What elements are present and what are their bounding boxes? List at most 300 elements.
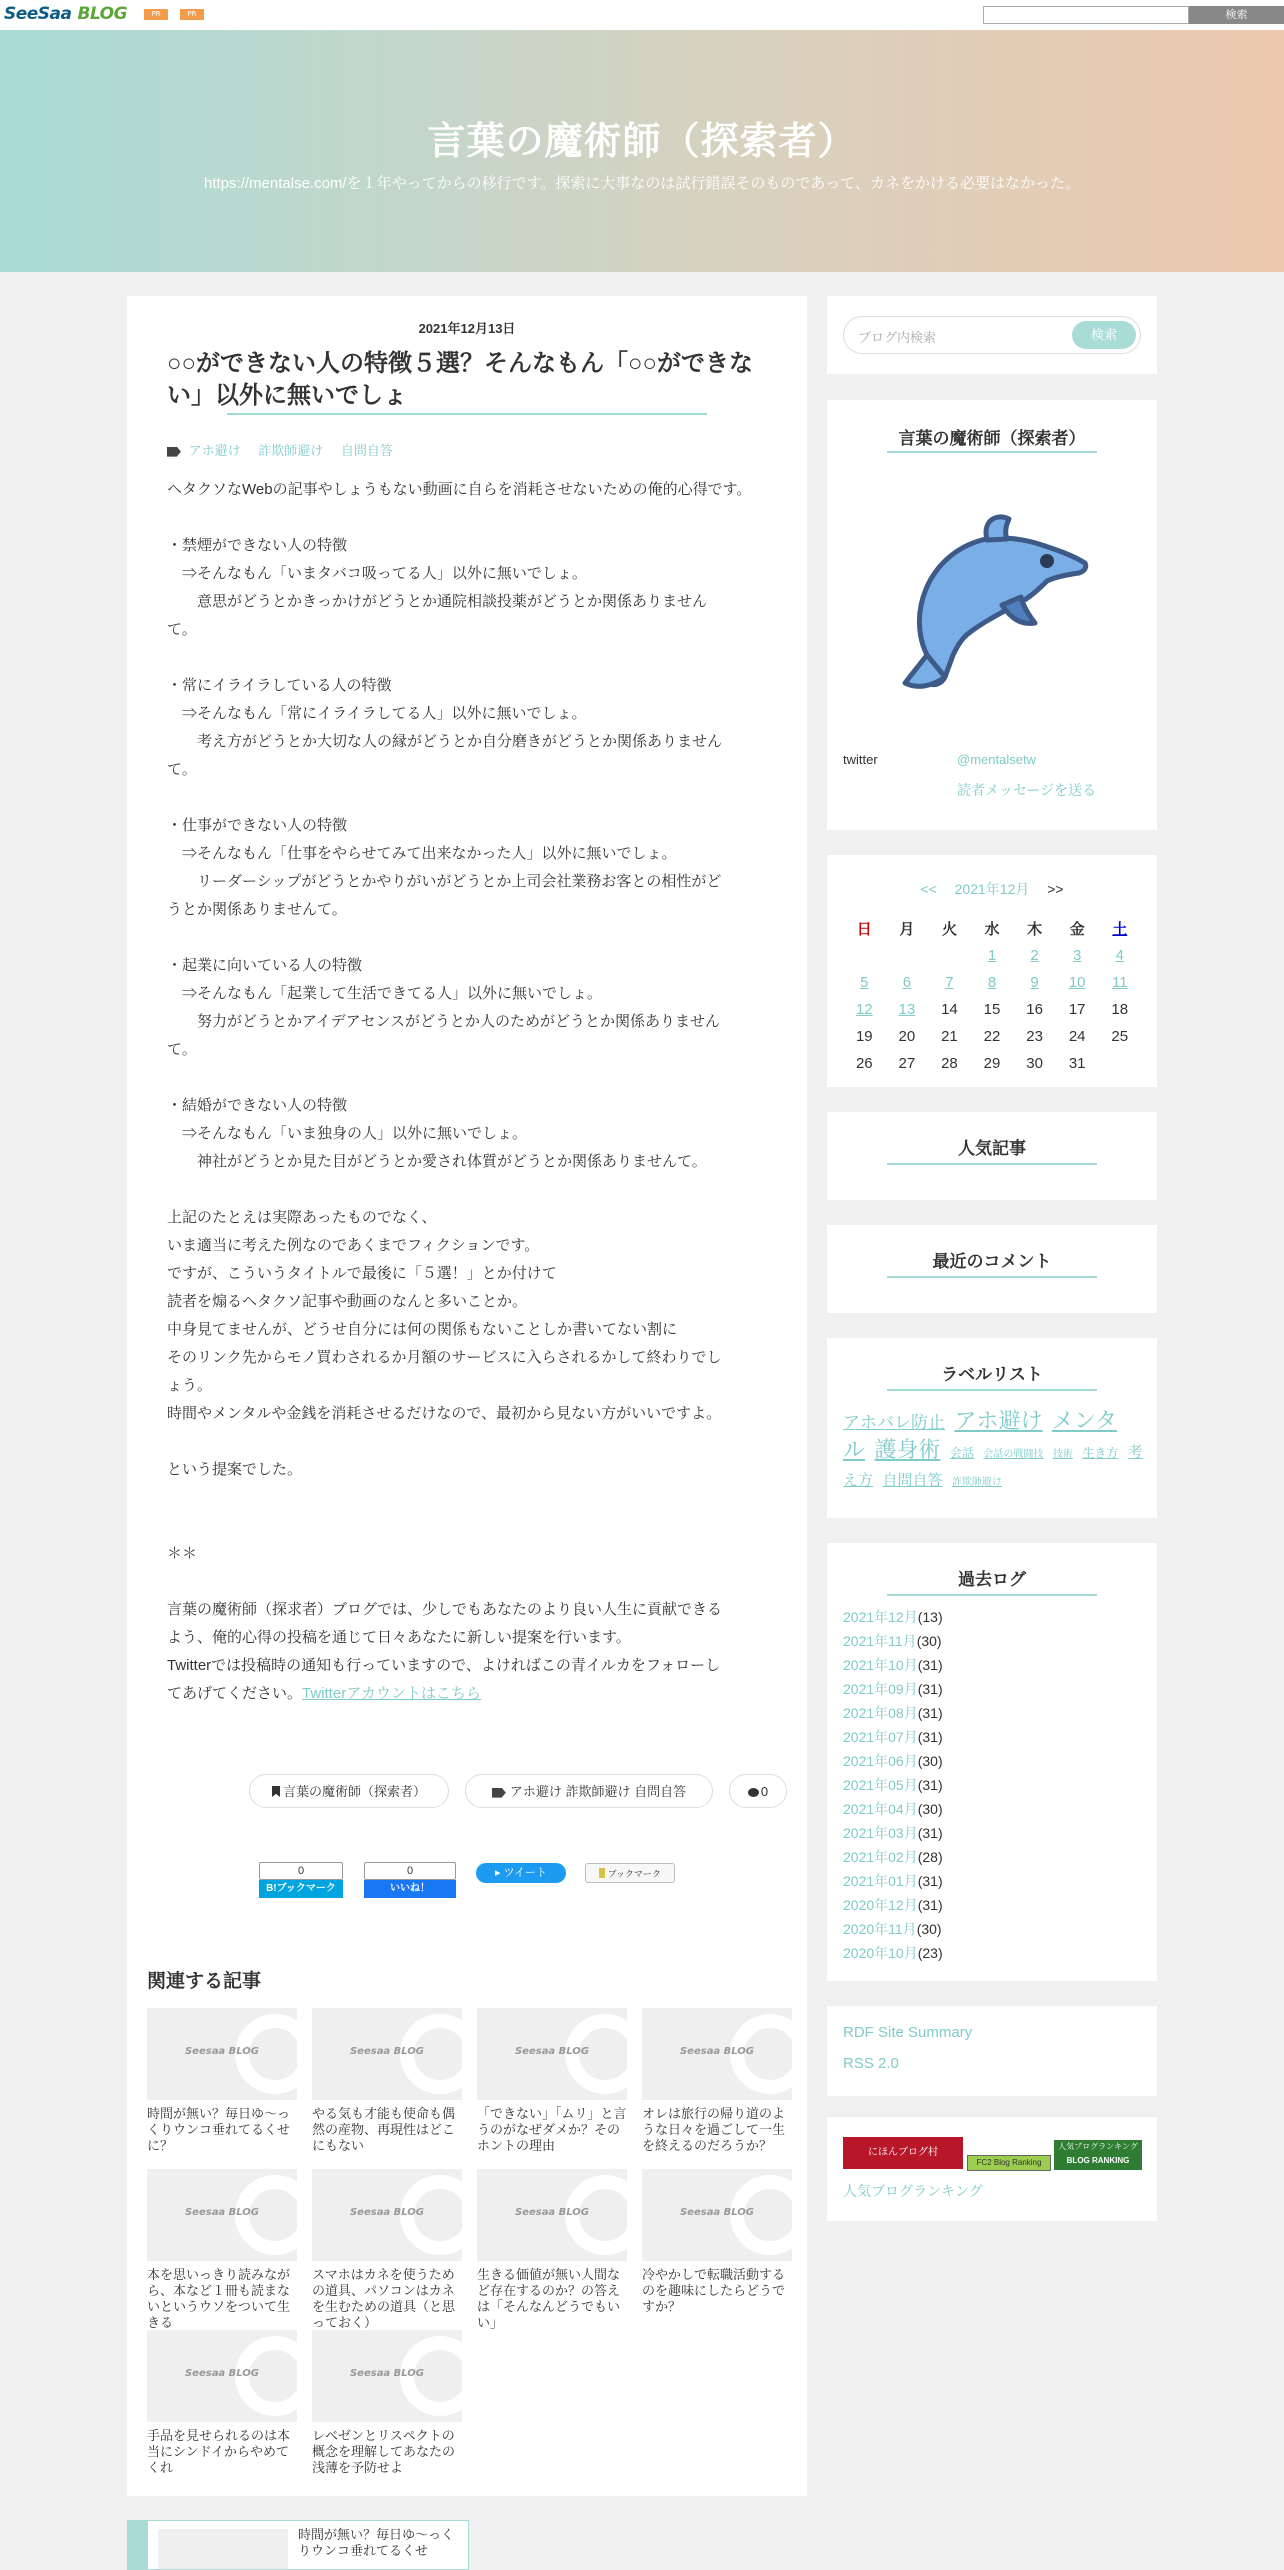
comment-icon — [748, 1788, 759, 1797]
logo-blog-text: BLOG — [77, 4, 128, 24]
calendar-prev-link[interactable]: << — [920, 881, 937, 897]
weekday-label: 水 — [984, 921, 1000, 938]
calendar-cell — [928, 1001, 971, 1018]
body-line: そのリンク先からモノ買わされるか月額のサービスに入らされるかして終わりでし — [167, 1349, 722, 1366]
body-line: て。 — [167, 621, 197, 638]
comment-count-pill[interactable] — [729, 1774, 787, 1808]
post-body — [167, 476, 767, 1708]
bookmark-icon — [272, 1786, 280, 1797]
calendar-day: 16 — [1026, 1001, 1043, 1018]
related-thumbnail — [642, 2169, 792, 2261]
body-line: ⇒そんなもん「起業して生活できてる人」以外に無いでしょ。 — [167, 985, 603, 1002]
archive-item — [843, 1677, 943, 1701]
fc2-ranking-banner[interactable]: FC2 Blog Ranking — [967, 2155, 1051, 2171]
label-link[interactable]: 会話 — [949, 1446, 974, 1460]
body-line — [167, 1484, 767, 1512]
title-divider — [227, 413, 707, 415]
blog-search-button[interactable]: 検索 — [1072, 321, 1136, 349]
related-thumbnail — [312, 2008, 462, 2100]
body-line: ・起業に向いている人の特徴 — [167, 957, 363, 974]
body-line-text: てあげてください。 — [167, 1685, 303, 1702]
calendar-day: 19 — [855, 1028, 873, 1045]
labels-heading: ラベルリスト — [941, 1365, 1043, 1384]
archive-item — [843, 1917, 943, 1941]
calendar-day: 15 — [983, 1001, 1001, 1018]
body-line: 中身見てませんが、どうせ自分には何の関係もないことしか書いてない割に — [167, 1321, 678, 1338]
calendar-cell — [971, 947, 1014, 964]
related-thumbnail — [312, 2330, 462, 2422]
archive-count: (31) — [917, 1825, 943, 1841]
weekday-label: 金 — [1069, 921, 1085, 938]
label-cloud — [843, 1408, 1143, 1496]
main-article — [127, 296, 807, 2496]
tag-icon — [167, 447, 181, 457]
related-item[interactable] — [312, 2008, 462, 2154]
twitter-label: twitter — [843, 752, 878, 767]
archive-count: (13) — [917, 1609, 943, 1625]
calendar-grid — [843, 915, 1141, 1077]
calendar-cell — [971, 974, 1014, 991]
weekday-label: 日 — [856, 921, 872, 938]
related-item[interactable] — [642, 2169, 792, 2315]
comment-count: 0 — [760, 1784, 769, 1799]
banner-line-2: BLOG RANKING — [1066, 2156, 1130, 2165]
tag-icon — [492, 1788, 506, 1798]
tag-link[interactable]: 自問自答 — [340, 443, 393, 458]
archive-month-link[interactable]: 2021年12月 — [843, 1609, 918, 1625]
archive-count: (31) — [917, 1657, 943, 1673]
calendar-cell — [1013, 974, 1056, 991]
calendar-cell — [1098, 1028, 1141, 1045]
calendar-day: 28 — [941, 1055, 958, 1072]
tag-link[interactable]: 詐欺師避け — [258, 443, 324, 458]
weekday-label: 土 — [1112, 921, 1128, 938]
archive-month-link[interactable]: 2021年03月 — [843, 1825, 918, 1841]
body-line: リーダーシップがどうとかやりがいがどうとか上司会社業務お客との相性がど — [167, 873, 722, 890]
archive-count: (30) — [916, 1921, 942, 1937]
related-item[interactable] — [147, 2330, 297, 2476]
ranking-link[interactable]: 人気ブログランキング — [843, 2183, 983, 2199]
body-line: 言葉の魔術師（探求者）ブログでは、少しでもあなたのより良い人生に貢献できる — [167, 1601, 723, 1618]
thumb-logo: Seesaa BLOG — [679, 2046, 755, 2057]
body-line: 意思がどうとかきっかけがどうとか通院相談投薬がどうとか関係ありません — [167, 593, 708, 610]
related-item[interactable] — [312, 2169, 462, 2331]
thumb-logo: Seesaa BLOG — [349, 2368, 425, 2379]
calendar-cell — [928, 1028, 971, 1045]
nihon-blog-mura-banner[interactable]: にほんブログ村 — [843, 2137, 963, 2169]
body-line — [167, 1064, 767, 1092]
thumb-logo: Seesaa BLOG — [184, 2368, 260, 2379]
body-line: ⇒そんなもん「常にイライラしてる人」以外に無いでしょ。 — [167, 705, 587, 722]
body-line: よう、俺的心得の投稿を通じて日々あなたに新しい提案を行います。 — [167, 1629, 631, 1646]
related-title: 手品を見せられるのは本当にシンドイからやめてくれ — [147, 2428, 291, 2475]
calendar-day[interactable]: 13 — [898, 1001, 916, 1018]
related-thumbnail — [477, 2008, 627, 2100]
archive-count: (30) — [916, 1633, 942, 1649]
seesaa-blog-logo[interactable] — [4, 4, 127, 24]
blog-search-box[interactable] — [843, 316, 1141, 354]
calendar-cell — [886, 1028, 929, 1045]
twitter-handle-link[interactable]: @mentalsetw — [957, 752, 1036, 767]
calendar-week-row — [843, 1023, 1141, 1050]
related-title: 本を思いっきり読みながら、本など１冊も読まないというウソをついて生きる — [147, 2267, 291, 2330]
calendar-cell — [843, 1055, 886, 1072]
rss-link[interactable]: RSS 2.0 — [843, 2055, 899, 2072]
thumb-logo: Seesaa BLOG — [679, 2207, 755, 2218]
thumb-logo: Seesaa BLOG — [514, 2046, 590, 2057]
calendar-day[interactable]: 2 — [1030, 947, 1039, 964]
calendar-cell — [1098, 974, 1141, 991]
thumb-logo: Seesaa BLOG — [514, 2207, 590, 2218]
body-line: いま適当に考えた例なのであくまでフィクションです。 — [167, 1237, 540, 1254]
site-title[interactable]: 言葉の魔術師（探索者） — [427, 121, 857, 163]
archive-divider — [887, 1594, 1097, 1596]
calendar-day: 25 — [1111, 1028, 1129, 1045]
related-item[interactable] — [477, 2008, 627, 2154]
body-line: ・禁煙ができない人の特徴 — [167, 537, 348, 554]
body-line: ヘタクソなWebの記事やしょうもない動画に自らを消耗させないための俺的心得です。 — [167, 481, 752, 498]
body-line: ょう。 — [167, 1377, 213, 1394]
calendar-day[interactable]: 9 — [1030, 974, 1039, 991]
calendar-cell — [886, 1001, 929, 1018]
logo-main-text: SeeSaa — [4, 4, 72, 24]
calendar-cell — [886, 974, 929, 991]
archive-count: (31) — [917, 1777, 943, 1793]
body-line: て。 — [167, 761, 197, 778]
archive-item — [843, 1845, 943, 1869]
calendar-day[interactable]: 7 — [945, 974, 954, 991]
body-line — [167, 1568, 767, 1596]
archive-item — [843, 1701, 943, 1725]
calendar-cell — [928, 974, 971, 991]
related-heading: 関連する記事 — [147, 1971, 262, 1992]
calendar-day[interactable]: 4 — [1115, 947, 1124, 964]
hatena-bookmark-widget[interactable] — [259, 1862, 343, 1898]
archive-count: (28) — [917, 1849, 943, 1865]
calendar-cell — [971, 1001, 1014, 1018]
calendar-day[interactable]: 5 — [860, 974, 869, 991]
thumb-logo: Seesaa BLOG — [349, 2207, 425, 2218]
body-line — [167, 1428, 767, 1456]
label-link[interactable]: メンタル — [843, 1408, 1118, 1462]
archive-item — [843, 1893, 943, 1917]
calendar-day[interactable]: 1 — [987, 947, 997, 964]
pr-badge[interactable]: PR — [180, 9, 204, 20]
body-line: ⇒そんなもん「いま独身の人」以外に無いでしょ。 — [167, 1125, 528, 1142]
related-item[interactable] — [312, 2330, 462, 2476]
label-link[interactable]: 護身術 — [874, 1437, 941, 1462]
pocket-bookmark-button[interactable] — [585, 1863, 675, 1883]
body-line: ⇒そんなもん「いまタバコ吸ってる人」以外に無いでしょ。 — [167, 565, 587, 582]
top-search-button[interactable]: 検索 — [1189, 6, 1284, 24]
calendar-cell — [1056, 1028, 1099, 1045]
archive-item — [843, 1797, 943, 1821]
weekday-label: 月 — [899, 921, 915, 938]
calendar-day[interactable]: 12 — [855, 1001, 873, 1018]
sidebar-archive — [827, 1543, 1157, 1981]
archive-count: (31) — [917, 1729, 943, 1745]
archive-item — [843, 1749, 943, 1773]
dolphin-avatar-icon — [887, 505, 1097, 695]
calendar-cell — [1056, 974, 1099, 991]
related-title: スマホはカネを使うための道具、パソコンはカネを生むための道具（と思っておく） — [312, 2267, 456, 2330]
sidebar-feeds — [827, 2006, 1157, 2096]
archive-count: (30) — [917, 1753, 943, 1769]
body-line: 時間やメンタルや金銭を消耗させるだけなので、最初から見ない方がいいですよ。 — [167, 1405, 722, 1422]
label-link[interactable]: アホバレ防止 — [843, 1413, 945, 1432]
archive-month-link[interactable]: 2021年02月 — [843, 1849, 918, 1865]
body-line: 努力がどうとかアイデアセンスがどうとか人のためがどうとか関係ありません — [167, 1013, 721, 1030]
calendar-cell — [1013, 1028, 1056, 1045]
calendar-cell — [1098, 947, 1141, 964]
related-item[interactable] — [147, 2008, 297, 2154]
top-search-input[interactable] — [983, 6, 1189, 24]
body-line: ・結婚ができない人の特徴 — [167, 1097, 348, 1114]
archive-month-link[interactable]: 2021年04月 — [843, 1801, 918, 1817]
sticky-related-card[interactable] — [127, 2520, 469, 2570]
fb-like-label: いいね！ — [390, 1883, 430, 1894]
calendar-cell — [1056, 947, 1099, 964]
archive-item — [843, 1653, 943, 1677]
body-line — [167, 644, 767, 672]
calendar-day[interactable]: 11 — [1111, 974, 1128, 991]
related-thumbnail — [312, 2169, 462, 2261]
label-link[interactable]: 生き方 — [1082, 1446, 1119, 1460]
calendar-week-row — [843, 1050, 1141, 1077]
facebook-like-widget[interactable] — [364, 1862, 456, 1898]
related-title: 「できない」「ムリ」と言うのがなぜダメか？そのホントの理由 — [477, 2106, 627, 2153]
calendar-cell — [1013, 947, 1056, 964]
body-line: ですが、こういうタイトルで最後に「５選！」とか付けて — [167, 1265, 557, 1282]
calendar-day[interactable]: 3 — [1073, 947, 1082, 964]
calendar-day[interactable]: 8 — [987, 974, 997, 991]
related-item[interactable] — [147, 2169, 297, 2331]
card-title: 時間が無い？毎日ゆ～っくりウンコ垂れてるくせ — [298, 2527, 455, 2558]
archive-count: (31) — [917, 1873, 943, 1889]
sidebar-banners — [827, 2117, 1157, 2221]
archive-month-link[interactable]: 2021年01月 — [843, 1873, 918, 1889]
archive-month-link[interactable]: 2020年10月 — [843, 1945, 918, 1961]
calendar-day: 22 — [983, 1028, 1001, 1045]
archive-count: (31) — [917, 1681, 943, 1697]
rdf-link[interactable]: RDF Site Summary — [843, 2024, 973, 2041]
sidebar-calendar — [827, 855, 1157, 1087]
calendar-cell — [1013, 1001, 1056, 1018]
twitter-account-link[interactable]: Twitterアカウントはこちら — [302, 1685, 482, 1702]
label-link[interactable]: 会話の戦闘技 — [983, 1449, 1044, 1460]
calendar-weekday-row — [843, 915, 1141, 942]
label-link[interactable]: アホ避け — [954, 1408, 1043, 1433]
pr-badge[interactable]: PR — [144, 9, 168, 20]
related-thumbnail — [147, 2330, 297, 2422]
archive-month-link[interactable]: 2021年08月 — [843, 1705, 918, 1721]
sidebar-profile — [827, 400, 1157, 830]
archive-heading: 過去ログ — [958, 1570, 1026, 1589]
calendar-day: 27 — [898, 1055, 916, 1072]
body-line — [167, 1680, 767, 1708]
archive-count: (31) — [917, 1705, 943, 1721]
calendar-month-link[interactable]: 2021年12月 — [954, 881, 1030, 897]
archive-count: (23) — [917, 1945, 943, 1961]
calendar-cell — [843, 974, 886, 991]
body-line: 考え方がどうとか大切な人の縁がどうとか自分磨きがどうとか関係ありません — [167, 733, 723, 750]
archive-month-link[interactable]: 2021年11月 — [843, 1633, 917, 1649]
body-line: ・仕事ができない人の特徴 — [167, 817, 348, 834]
calendar-day: 20 — [898, 1028, 916, 1045]
calendar-day: 26 — [855, 1055, 873, 1072]
calendar-cell — [843, 1028, 886, 1045]
search-placeholder: ブログ内検索 — [858, 330, 937, 345]
calendar-day[interactable]: 10 — [1068, 974, 1086, 991]
calendar-day: 29 — [983, 1055, 1001, 1072]
hatena-count: 0 — [259, 1862, 343, 1880]
calendar-day: 24 — [1068, 1028, 1086, 1045]
calendar-day: 14 — [941, 1001, 958, 1018]
sidebar-labels — [827, 1338, 1157, 1518]
calendar-week-row — [843, 942, 1141, 969]
archive-month-link[interactable]: 2021年10月 — [843, 1657, 918, 1673]
twitter-bird-icon: ▸ — [494, 1867, 501, 1879]
archive-month-link[interactable]: 2020年12月 — [843, 1897, 918, 1913]
body-line — [167, 504, 767, 532]
tag-link[interactable]: アホ避け — [188, 443, 241, 458]
body-line — [167, 1512, 767, 1540]
calendar-day: 23 — [1026, 1028, 1043, 1045]
popular-heading: 人気記事 — [958, 1139, 1026, 1158]
tweet-label: ツイート — [503, 1867, 548, 1879]
profile-title: 言葉の魔術師（探索者） — [898, 429, 1086, 448]
calendar-day: 30 — [1026, 1055, 1043, 1072]
calendar-cell — [843, 1001, 886, 1018]
calendar-day: 17 — [1068, 1001, 1086, 1018]
related-title: 冷やかしで転職活動するのを趣味にしたらどうですか？ — [642, 2267, 786, 2314]
calendar-day: 21 — [941, 1028, 958, 1045]
archive-month-link[interactable]: 2021年06月 — [843, 1753, 918, 1769]
calendar-week-row — [843, 969, 1141, 996]
calendar-cell — [1056, 1001, 1099, 1018]
related-title: オレは旅行の帰り道のような日々を過ごして一生を終えるのだろうか？ — [642, 2106, 786, 2153]
archive-item — [843, 1821, 943, 1845]
profile-divider — [887, 451, 1097, 453]
tags-pill-label: アホ避け 詐欺師避け 自問自答 — [509, 1784, 687, 1799]
body-line — [167, 784, 767, 812]
calendar-cell — [1098, 1001, 1141, 1018]
archive-month-link[interactable]: 2021年07月 — [843, 1729, 918, 1745]
card-thumbnail — [158, 2529, 288, 2570]
label-link[interactable]: 詐欺師避け — [951, 1477, 1002, 1488]
related-item[interactable] — [477, 2169, 627, 2331]
post-title[interactable]: ○○ができない人の特徴５選？そんなもん「○○ができない」以外に無いでしょ — [167, 350, 753, 409]
calendar-day: 18 — [1111, 1001, 1129, 1018]
bookmark-ribbon-icon — [599, 1868, 605, 1878]
fb-count: 0 — [364, 1862, 456, 1880]
body-line: 神社がどうとか見た目がどうとか愛され体質がどうとか関係ありませんて。 — [167, 1153, 707, 1170]
archive-month-link[interactable]: 2021年05月 — [843, 1777, 918, 1793]
body-line: Twitterでは投稿時の通知も行っていますので、よければこの青イルカをフォローし — [167, 1657, 721, 1674]
related-thumbnail — [477, 2169, 627, 2261]
weekday-label: 木 — [1027, 921, 1043, 938]
calendar-cell — [971, 1028, 1014, 1045]
weekday-label: 火 — [941, 921, 957, 938]
tags-pill[interactable] — [465, 1774, 713, 1808]
sidebar-comments — [827, 1225, 1157, 1313]
comments-heading: 最近のコメント — [932, 1252, 1052, 1271]
archive-count: (30) — [917, 1801, 943, 1817]
post-tags — [167, 440, 407, 459]
site-header — [0, 30, 1284, 272]
body-line — [167, 924, 767, 952]
calendar-day: 31 — [1068, 1055, 1086, 1072]
hatena-button[interactable]: B!ブックマーク — [259, 1880, 343, 1898]
archive-item — [843, 1869, 943, 1893]
reader-message-link[interactable]: 読者メッセージを送る — [957, 782, 1097, 798]
card-accent — [128, 2521, 148, 2569]
related-item[interactable] — [642, 2008, 792, 2154]
related-title: 時間が無い？毎日ゆ～っくりウンコ垂れてるくせに？ — [147, 2106, 291, 2153]
archive-count: (31) — [917, 1897, 943, 1913]
calendar-cell — [1013, 1055, 1056, 1072]
top-bar — [0, 0, 1284, 30]
calendar-cell — [971, 1055, 1014, 1072]
related-title: 生きる価値が無い人間など存在するのか？の答えは「そんなんどうでもいい」 — [477, 2267, 621, 2330]
thumb-logo: Seesaa BLOG — [184, 2207, 260, 2218]
calendar-cell — [886, 1055, 929, 1072]
body-line: ⇒そんなもん「仕事をやらせてみて出来なかった人」以外に無いでしょ。 — [167, 845, 677, 862]
archive-list — [843, 1605, 943, 1965]
archive-item — [843, 1725, 943, 1749]
label-link[interactable]: 技術 — [1052, 1449, 1073, 1460]
body-line: 上記のたとえは実際あったものでなく、 — [167, 1209, 437, 1226]
fb-like-button[interactable] — [364, 1880, 456, 1898]
archive-item — [843, 1773, 943, 1797]
archive-month-link[interactable]: 2020年11月 — [843, 1921, 917, 1937]
archive-item — [843, 1941, 943, 1965]
bookmark-label: ブックマーク — [607, 1869, 661, 1879]
sidebar-search — [827, 296, 1157, 374]
body-line: という提案でした。 — [167, 1461, 303, 1478]
archive-month-link[interactable]: 2021年09月 — [843, 1681, 918, 1697]
thumb-logo: Seesaa BLOG — [349, 2046, 425, 2057]
related-thumbnail — [147, 2169, 297, 2261]
site-description: https://mentalse.com/を１年やってからの移行です。探索に大事なのは試行錯誤そのものであって、カネをかける必要はなかった。 — [204, 175, 1080, 192]
thumb-logo: Seesaa BLOG — [184, 2046, 260, 2057]
calendar-week-row — [843, 996, 1141, 1023]
tweet-button[interactable] — [476, 1863, 566, 1883]
archive-item — [843, 1605, 943, 1629]
label-link[interactable]: 考え方 — [843, 1444, 1143, 1489]
blog-ranking-banner[interactable] — [1053, 2139, 1143, 2171]
calendar-cell — [1056, 1055, 1099, 1072]
calendar-day[interactable]: 6 — [902, 974, 912, 991]
body-line: ・常にイライラしている人の特徴 — [167, 677, 392, 694]
calendar-next-link[interactable]: >> — [1047, 881, 1064, 897]
body-line: うとか関係ありませんて。 — [167, 901, 347, 918]
popular-divider — [887, 1163, 1097, 1165]
archive-item — [843, 1629, 943, 1653]
label-link[interactable]: 自問自答 — [882, 1472, 943, 1489]
blog-name-label: 言葉の魔術師（探索者） — [282, 1784, 426, 1799]
blog-name-pill[interactable] — [249, 1774, 449, 1808]
labels-divider — [887, 1389, 1097, 1391]
related-thumbnail — [147, 2008, 297, 2100]
body-line: ＊＊ — [167, 1545, 198, 1562]
related-thumbnail — [642, 2008, 792, 2100]
body-line: 読者を煽るヘタクソ記事や動画のなんと多いことか。 — [167, 1293, 528, 1310]
sidebar-popular — [827, 1112, 1157, 1200]
banner-line-1: 人気ブログランキング — [1058, 2142, 1138, 2151]
related-title: レベゼンとリスペクトの概念を理解してあなたの浅薄を予防せよ — [312, 2428, 456, 2475]
post-date: 2021年12月13日 — [418, 321, 516, 336]
